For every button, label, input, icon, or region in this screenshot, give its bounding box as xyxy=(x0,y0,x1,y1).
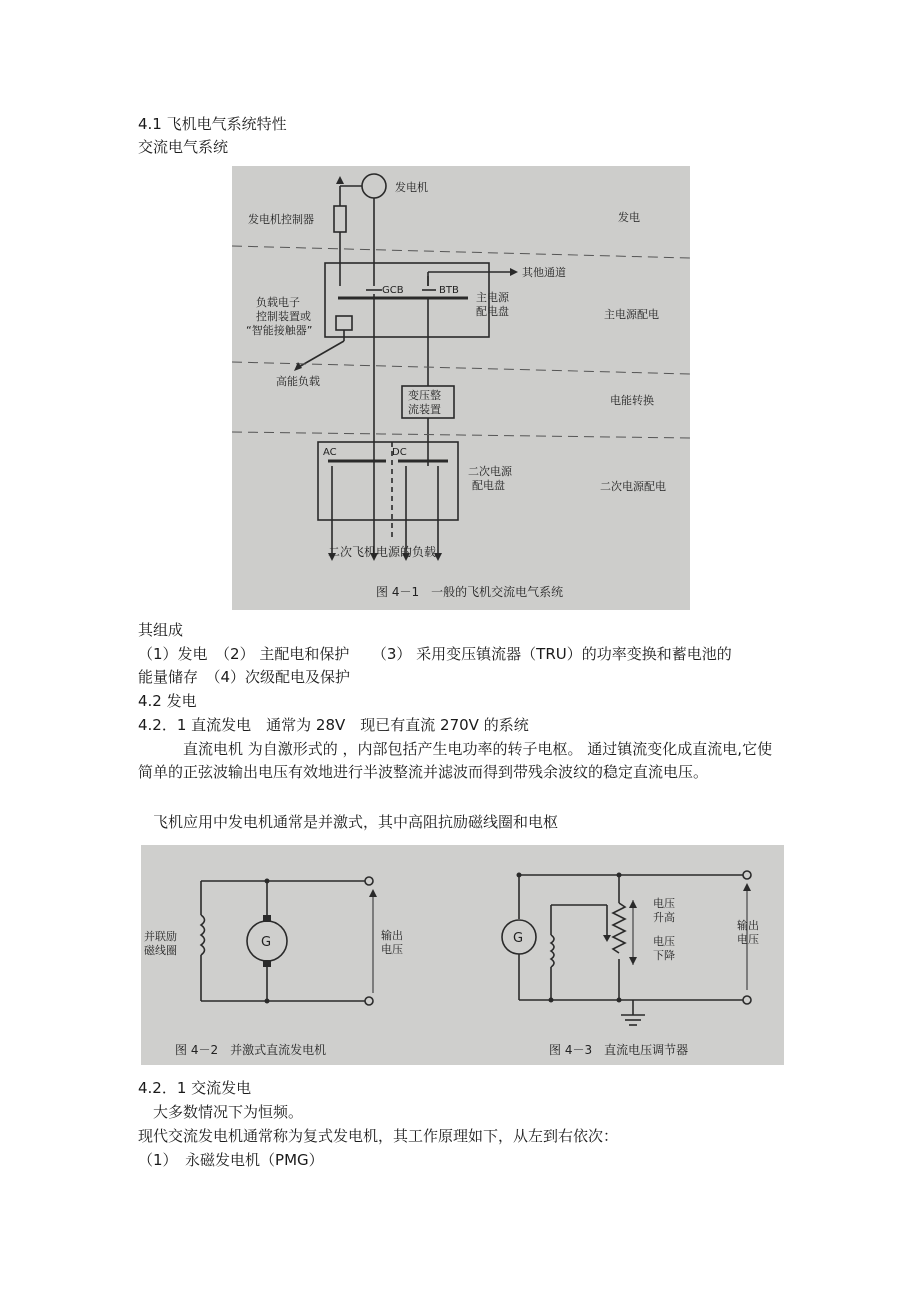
composition-line-2: 能量储存 （4）次级配电及保护 xyxy=(138,668,351,686)
zone-secondary-distribution-label: 二次电源配电 xyxy=(600,480,666,493)
output-label-fig-4-2-1: 输出 xyxy=(381,929,403,942)
generator-symbol-fig-4-2: G xyxy=(261,935,272,950)
ac-generation-heading: 4.2．1 交流发电 xyxy=(138,1079,252,1097)
figure-ac-electrical-system xyxy=(232,166,690,610)
voltage-down-label-2: 下降 xyxy=(653,949,675,962)
zone-main-distribution-label: 主电源配电 xyxy=(604,308,659,321)
tru-label-2: 流装置 xyxy=(408,403,441,416)
zone-conversion-label: 电能转换 xyxy=(610,394,654,407)
main-panel-label-2: 配电盘 xyxy=(476,305,509,318)
high-power-load-label: 高能负载 xyxy=(276,375,320,388)
tru-label-1: 变压整 xyxy=(408,389,441,402)
secondary-panel-label-1: 二次电源 xyxy=(468,465,512,478)
composition-line-1: （1）发电 （2） 主配电和保护 （3） 采用变压镇流器（TRU）的功率变换和蓄电池的 xyxy=(138,645,732,663)
load-controller-label-2: 控制装置或 xyxy=(256,310,311,323)
shunt-line: 飞机应用中发电机通常是并激式，其中高阻抗励磁线圈和电枢 xyxy=(138,813,559,831)
generator-controller-label: 发电机控制器 xyxy=(248,213,314,226)
figure-4-3-caption: 图 4－3 直流电压调节器 xyxy=(549,1043,689,1057)
other-channels-label: 其他通道 xyxy=(522,266,566,279)
load-controller-label-1: 负载电子 xyxy=(256,296,300,309)
main-panel-label-1: 主电源 xyxy=(476,291,509,304)
voltage-up-label-2: 升高 xyxy=(653,911,675,924)
ac-line-1: 大多数情况下为恒频。 xyxy=(138,1103,304,1121)
output-label-fig-4-3-1: 输出 xyxy=(737,919,759,932)
section-4-2-heading: 4.2 发电 xyxy=(138,692,197,710)
dc-label: DC xyxy=(392,447,407,458)
btb-label: BTB xyxy=(439,285,459,296)
ac-line-3: （1） 永磁发电机（PMG） xyxy=(138,1151,324,1169)
output-label-fig-4-2-2: 电压 xyxy=(381,943,403,956)
secondary-panel-label-2: 配电盘 xyxy=(472,479,505,492)
figure-dc-generator-and-regulator xyxy=(141,845,784,1065)
field-coil-label-1: 并联励 xyxy=(144,930,177,943)
section-heading: 4.1 飞机电气系统特性 xyxy=(138,115,287,133)
output-label-fig-4-3-2: 电压 xyxy=(737,933,759,946)
gcb-label: GCB xyxy=(382,285,404,296)
field-coil-label-2: 磁线圈 xyxy=(144,944,177,957)
composition-title: 其组成 xyxy=(138,621,184,639)
voltage-down-label-1: 电压 xyxy=(653,935,675,948)
figure-4-1-caption: 图 4－1 一般的飞机交流电气系统 xyxy=(376,585,564,599)
voltage-up-label-1: 电压 xyxy=(653,897,675,910)
ac-line-2: 现代交流发电机通常称为复式发电机，其工作原理如下，从左到右依次： xyxy=(138,1127,619,1145)
dc-generation-heading: 4.2．1 直流发电 通常为 28V 现已有直流 270V 的系统 xyxy=(138,716,529,734)
figure-4-2-caption: 图 4－2 并激式直流发电机 xyxy=(175,1043,327,1057)
ac-label: AC xyxy=(323,447,337,458)
generator-symbol-fig-4-3: G xyxy=(513,931,524,946)
section-subheading: 交流电气系统 xyxy=(138,138,229,156)
generator-label: 发电机 xyxy=(395,181,428,194)
zone-generation-label: 发电 xyxy=(618,211,640,224)
secondary-loads-label: 二次飞机电源的负载 xyxy=(328,545,437,559)
dc-paragraph: 直流电机 为自激形式的 ，内部包括产生电功率的转子电枢。 通过镇流变化成直流电,它使简单的正弦波输出电压有效地进行半波整流并滤波而得到带残余波纹的稳定直流电压。 xyxy=(138,740,773,781)
load-controller-label-3: “智能接触器” xyxy=(246,324,313,337)
